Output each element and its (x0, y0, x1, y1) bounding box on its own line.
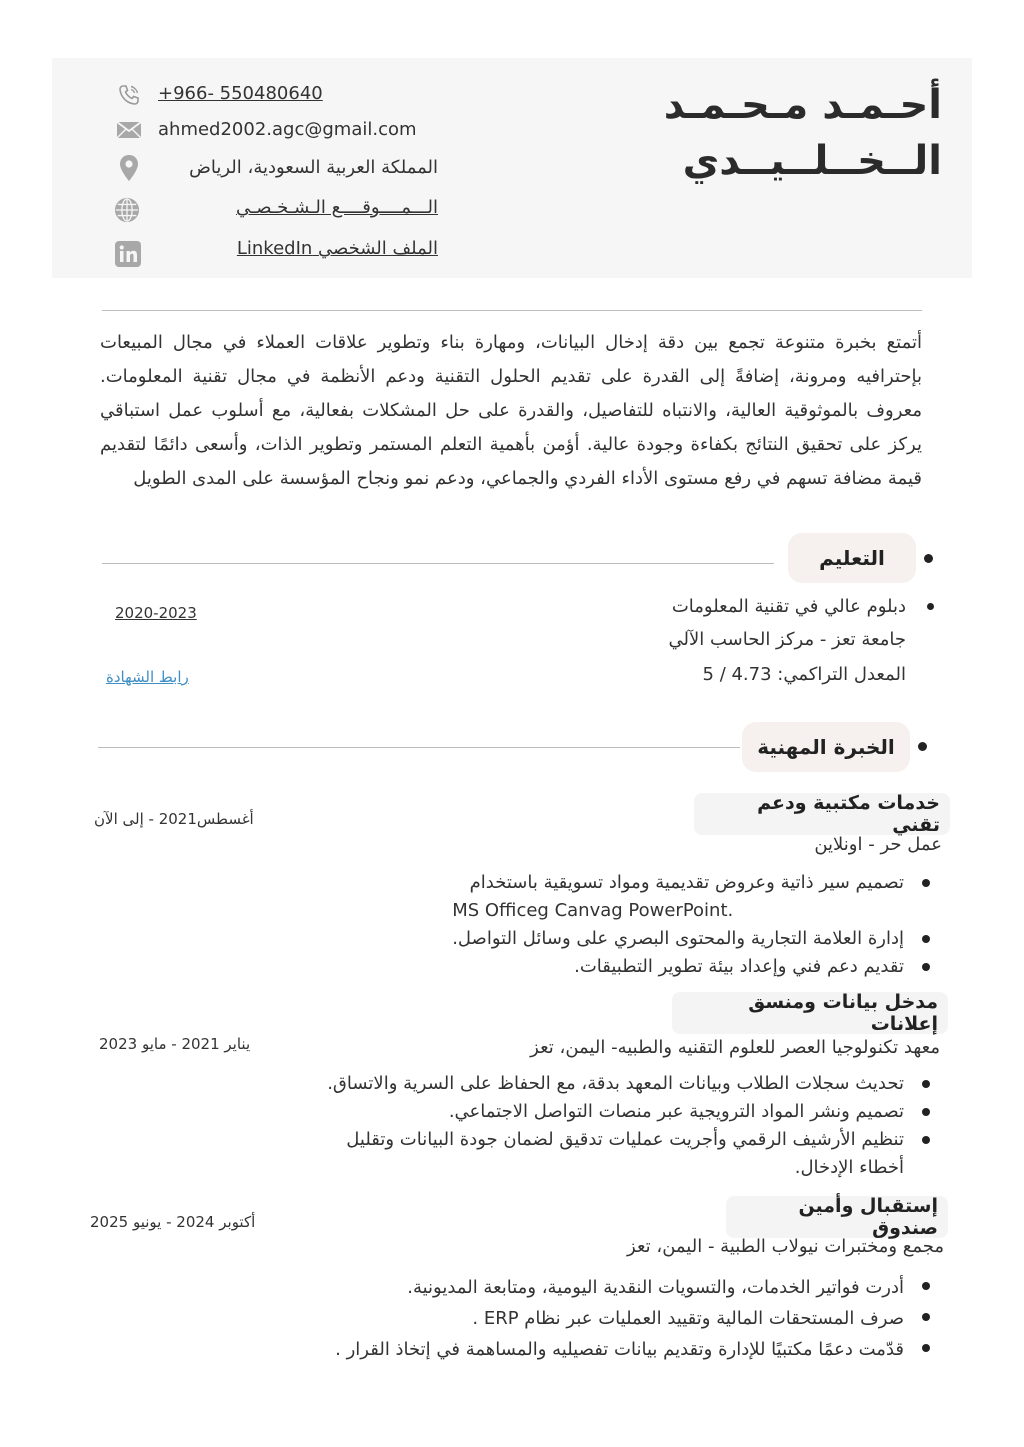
job-3-company: مجمع ومختبرات نيولاب الطبية - اليمن، تعز (627, 1236, 944, 1257)
education-divider (102, 563, 774, 564)
job-1-bullets (452, 869, 904, 981)
header-divider (102, 310, 922, 311)
education-heading: التعليم (788, 533, 916, 583)
website-link[interactable]: الـــمــــوقــــع الـشـخـصـي (236, 197, 438, 218)
globe-icon (114, 197, 140, 223)
education-institution: جامعة تعز - مركز الحاسب الآلي (668, 629, 906, 650)
list-item: قدّمت دعمًا مكتبيًا للإدارة وتقديم بيانات تفصيليه والمساهمة في إتخاذ القرار . (335, 1334, 904, 1365)
degree-bullet (927, 603, 934, 610)
list-item: MS Officeg Canvag PowerPoint. (452, 900, 734, 921)
job-2-date: يناير 2021 - مايو 2023 (99, 1035, 251, 1053)
name-line-1: أحـمـد مـحـمـد (663, 82, 942, 128)
job-3-title: إستقبال وأمين صندوق (726, 1196, 948, 1238)
list-item: تقديم دعم فني وإعداد بيئة تطوير التطبيقات. (452, 953, 904, 981)
list-item: تصميم سير ذاتية وعروض تقديمية ومواد تسويقية باستخدام (452, 869, 904, 897)
education-bullet (924, 554, 933, 563)
mail-icon (116, 117, 142, 143)
job-2-bullets (327, 1070, 904, 1182)
linkedin-link[interactable]: الملف الشخصي LinkedIn (236, 238, 438, 259)
location-text: المملكة العربية السعودية، الرياض (189, 157, 438, 178)
phone-number[interactable]: +966- 550480640 (158, 83, 323, 104)
job-3-date: أكتوبر 2024 - يونيو 2025 (90, 1213, 256, 1231)
list-item: إدارة العلامة التجارية والمحتوى البصري على وسائل التواصل. (452, 925, 904, 953)
degree-title: دبلوم عالي في تقنية المعلومات (671, 596, 906, 617)
certificate-link[interactable]: رابط الشهادة (106, 668, 189, 686)
email-address[interactable]: ahmed2002.agc@gmail.com (158, 119, 417, 140)
education-date: 2020-2023 (115, 604, 197, 622)
experience-bullet (918, 742, 927, 751)
name-line-2: الــخــلــيــدي (682, 138, 942, 184)
list-item: تحديث سجلات الطلاب وبيانات المعهد بدقة، مع الحفاظ على السرية والاتساق. (327, 1070, 904, 1098)
list-item: تنظيم الأرشيف الرقمي وأجريت عمليات تدقيق لضمان جودة البيانات وتقليل (327, 1126, 904, 1154)
job-1-title: خدمات مكتبية ودعم تقني (694, 793, 950, 835)
list-item: صرف المستحقات المالية وتقييد العمليات عبر نظام ERP . (335, 1303, 904, 1334)
list-item: تصميم ونشر المواد الترويجية عبر منصات التواصل الاجتماعي. (327, 1098, 904, 1126)
experience-heading: الخبرة المهنية (742, 722, 910, 772)
profile-summary: أتمتع بخبرة متنوعة تجمع بين دقة إدخال البيانات، ومهارة بناء وتطوير علاقات العملاء في مجال المبيعات بإحترافيه ومرونة، إضافةً إلى القدرة على تقديم الحلول التقنية ودعم الأنظمة في مجال تقنية المعلومات. معروف بالموثوقية العالية، والانتباه للتفاصيل، والقدرة على حل المشكلات بفعالية، مع أسلوب عمل استباقي يركز على تحقيق النتائج بكفاءة وجودة عالية. أؤمن بأهمية التعلم المستمر وتطوير الذات، وأسعى دائمًا لتقديم قيمة مضافة تسهم في رفع مستوى الأداء الفردي والجماعي، ودعم نمو ونجاح المؤسسة على المدى الطويل (100, 332, 922, 489)
job-2-title: مدخل بيانات ومنسق إعلانات (672, 992, 948, 1034)
job-1-company: عمل حر - اونلاين (814, 834, 942, 855)
job-2-company: معهد تكنولوجيا العصر للعلوم التقنيه والطبيه- اليمن، تعز (530, 1037, 940, 1058)
education-gpa: المعدل التراكمي: 4.73 / 5 (702, 664, 906, 685)
job-3-bullets (335, 1272, 904, 1365)
list-item: أخطاء الإدخال. (794, 1157, 904, 1178)
list-item: أدرت فواتير الخدمات، والتسويات النقدية اليومية، ومتابعة المديونية. (335, 1272, 904, 1303)
linkedin-icon (115, 241, 141, 267)
phone-icon (116, 82, 142, 108)
location-pin-icon (116, 155, 142, 181)
experience-divider (98, 747, 740, 748)
job-1-date: أغسطس2021 - إلى الآن (94, 810, 254, 828)
